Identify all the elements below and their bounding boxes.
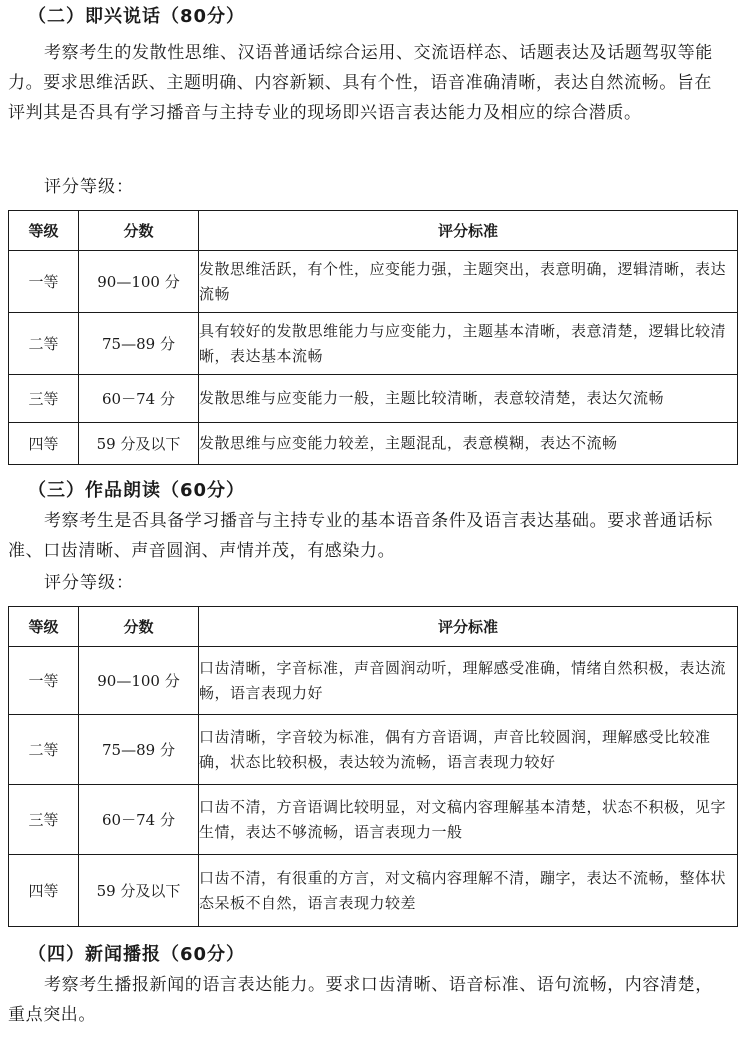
- level-cell: 二等: [9, 313, 79, 375]
- criteria-cell: 口齿清晰，字音较为标准，偶有方音语调，声音比较圆润，理解感受比较准确，状态比较积极，表达较为流畅，语言表现力较好: [199, 715, 738, 785]
- criteria-cell: 发散思维活跃，有个性，应变能力强，主题突出，表意明确，逻辑清晰，表达流畅: [199, 251, 738, 313]
- level-cell: 一等: [9, 647, 79, 715]
- criteria-cell: 口齿清晰，字音标准，声音圆润动听，理解感受准确，情绪自然积极，表达流畅，语言表现力好: [199, 647, 738, 715]
- section-2-grade-label: 评分等级：: [44, 177, 134, 197]
- table-row: [9, 855, 738, 927]
- table-row: [9, 715, 738, 785]
- table-header-row: [9, 211, 738, 251]
- table-row: [9, 375, 738, 423]
- table-row: [9, 647, 738, 715]
- level-cell: 二等: [9, 715, 79, 785]
- table-row: [9, 251, 738, 313]
- section-3-intro: [8, 506, 720, 566]
- section-2-intro-text: 考察考生的发散性思维、汉语普通话综合运用、交流语样态、话题表达及话题驾驭等能力。要求思维活跃、主题明确、内容新颖、具有个性，语音准确清晰，表达自然流畅。旨在评判其是否具有学习播音与主持专业的现场即兴语言表达能力及相应的综合潜质。: [8, 43, 713, 123]
- score-cell: 60－74 分: [79, 375, 199, 423]
- criteria-cell: 口齿不清，方音语调比较明显，对文稿内容理解基本清楚，状态不积极，见字生情，表达不够流畅，语言表现力一般: [199, 785, 738, 855]
- level-cell: 四等: [9, 423, 79, 465]
- table-row: [9, 313, 738, 375]
- table-row: [9, 423, 738, 465]
- header-criteria: 评分标准: [199, 211, 738, 251]
- section-2-score-table: [8, 210, 738, 465]
- criteria-cell: 发散思维与应变能力一般，主题比较清晰，表意较清楚，表达欠流畅: [199, 375, 738, 423]
- score-cell: 90—100 分: [79, 251, 199, 313]
- table-row: [9, 785, 738, 855]
- section-4-intro-text: 考察考生播报新闻的语言表达能力。要求口齿清晰、语音标准、语句流畅，内容清楚，重点突出。: [8, 975, 713, 1025]
- score-cell: 75—89 分: [79, 313, 199, 375]
- score-cell: 59 分及以下: [79, 855, 199, 927]
- criteria-cell: 口齿不清，有很重的方言，对文稿内容理解不清，蹦字，表达不流畅，整体状态呆板不自然，语言表现力较差: [199, 855, 738, 927]
- section-2-intro: [8, 38, 720, 128]
- header-level: 等级: [9, 211, 79, 251]
- score-cell: 60－74 分: [79, 785, 199, 855]
- criteria-cell: 具有较好的发散思维能力与应变能力，主题基本清晰，表意清楚，逻辑比较清晰，表达基本流畅: [199, 313, 738, 375]
- section-2-heading: （二）即兴说话（80分）: [28, 6, 246, 27]
- section-4-intro: [8, 970, 720, 1030]
- criteria-cell: 发散思维与应变能力较差，主题混乱，表意模糊，表达不流畅: [199, 423, 738, 465]
- level-cell: 三等: [9, 785, 79, 855]
- section-3-intro-text: 考察考生是否具备学习播音与主持专业的基本语音条件及语言表达基础。要求普通话标准、口齿清晰、声音圆润、声情并茂，有感染力。: [8, 511, 713, 561]
- table-header-row: [9, 607, 738, 647]
- section-4-heading: （四）新闻播报（60分）: [28, 944, 246, 965]
- header-score: 分数: [79, 211, 199, 251]
- header-score: 分数: [79, 607, 199, 647]
- section-3-grade-label: 评分等级：: [44, 573, 134, 593]
- score-cell: 75—89 分: [79, 715, 199, 785]
- level-cell: 三等: [9, 375, 79, 423]
- section-3-heading: （三）作品朗读（60分）: [28, 480, 246, 501]
- level-cell: 四等: [9, 855, 79, 927]
- level-cell: 一等: [9, 251, 79, 313]
- score-cell: 59 分及以下: [79, 423, 199, 465]
- header-level: 等级: [9, 607, 79, 647]
- header-criteria: 评分标准: [199, 607, 738, 647]
- section-3-score-table: [8, 606, 738, 927]
- score-cell: 90—100 分: [79, 647, 199, 715]
